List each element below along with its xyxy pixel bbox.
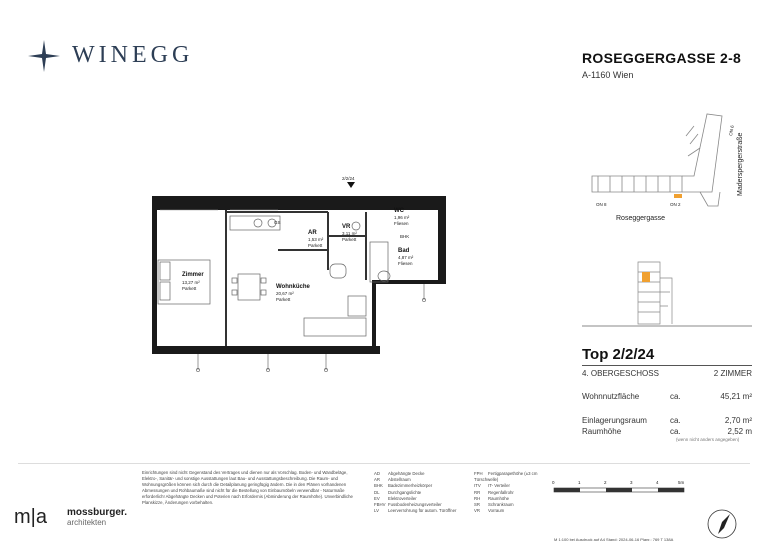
- room-floor: Fliesen: [394, 221, 409, 226]
- room-name: VR: [342, 224, 351, 230]
- room-name: Bad: [398, 248, 410, 254]
- north-arrow-icon: [704, 506, 740, 542]
- unit-title: Top 2/2/24: [582, 346, 655, 363]
- legend-item: AR Abstellraum: [374, 477, 411, 483]
- site-plan: [582, 96, 752, 236]
- room-floor: Fliesen: [398, 261, 413, 266]
- architect-sub: architekten: [67, 518, 107, 527]
- scale-tick: 2: [604, 480, 607, 485]
- room-area: 20,67 m²: [276, 291, 294, 296]
- unit-highlight-section: [642, 272, 650, 282]
- scale-bar: [550, 476, 690, 500]
- legend-item: LV Leerverrohrung für autom. Türöffner: [374, 508, 457, 514]
- spec-label: Einlagerungsraum: [582, 416, 647, 425]
- project-city: A-1160 Wien: [582, 70, 634, 80]
- room-area: 1,96 m²: [394, 215, 410, 220]
- project-address: ROSEGGERGASSE 2-8: [582, 50, 742, 66]
- side-street-label: Maderspergerstraße: [737, 132, 744, 196]
- legend-item: VR Vorraum: [474, 508, 505, 514]
- legend-item: EV Elektroverteiler: [374, 495, 417, 501]
- scale-tick: 1: [578, 480, 581, 485]
- room-name: Wohnküche: [276, 284, 310, 290]
- room-vr: [342, 224, 357, 242]
- footer-divider: [18, 463, 750, 464]
- scale-tick: 4: [656, 480, 659, 485]
- architect-mark: m|a: [14, 506, 47, 528]
- legend-right: [474, 471, 544, 514]
- spec-row: [582, 427, 752, 436]
- legend-item: SR Schrankraum: [474, 502, 514, 508]
- room-floor: Parkett: [342, 237, 357, 242]
- scale-meta: M 1:100 bei Ausdruck auf A4 Stand: 2024-06-16 Planr.: 769 T 138A: [554, 537, 674, 542]
- spec-prefix: ca.: [670, 416, 681, 425]
- legend-item: AD Abgehängte Decke: [374, 471, 425, 476]
- scale-tick: 5m: [678, 480, 685, 485]
- scale-tick: 0: [552, 480, 555, 485]
- room-area: 4,87 m²: [398, 255, 414, 260]
- legend-item: BHK Badezimmerheizkörper: [374, 483, 433, 489]
- disclaimer-text: Einrichtungen sind nicht Gegenstand des Vertrages und dienen nur als Vorschlag. Boden- und Wandbeläge, Elektro-, Sanitär- und sonstige Ausstattungen laut Bau- und Ausstattungsbeschreibung. Die Raum- und Wohnungsgrößen können sich durch die Detailplanung geringfügig ändern. Die in den Plänen vorhandenen Abmessungen und Rohbaumaße sind nicht für die Bestellung von Einbaumöbeln verwendbar - Naturmaße erforderlich! Abgehängte Decken und Poterien nach Erfordernis (Abminderung der Raumhöhe). Unverbindliche Planskizze, Änderungen vorbehalten.: [142, 470, 353, 505]
- spec-prefix: ca.: [670, 427, 681, 436]
- legend-item: RR Regenfallrohr: [474, 489, 514, 495]
- bhk-fixture-label: BHK: [400, 234, 410, 239]
- room-area: 1,53 m²: [308, 237, 324, 242]
- site-on-6: ON 6: [728, 124, 735, 137]
- spec-row: [582, 392, 752, 401]
- street-label: Roseggergasse: [616, 215, 666, 222]
- room-wohnkueche: [276, 284, 311, 302]
- unit-highlight-siteplan: [674, 194, 682, 198]
- unit-floor: 4. OBERGESCHOSS: [582, 369, 659, 378]
- spec-value: 45,21 m²: [720, 392, 752, 401]
- unit-marker: 2/2/24: [342, 176, 355, 181]
- scale-tick: 3: [630, 480, 633, 485]
- architect-name: mossburger.: [67, 507, 128, 518]
- site-on-8: ON 8: [596, 202, 607, 207]
- room-bad: [398, 248, 414, 266]
- spec-label: Raumhöhe: [582, 427, 622, 436]
- winegg-star-logo: [26, 38, 62, 74]
- room-ar: [308, 230, 324, 248]
- room-wc: [394, 208, 410, 226]
- spec-row: [582, 416, 752, 425]
- legend-item: RH Raumhöhe: [474, 495, 510, 501]
- spec-label: Wohnnutzfläche: [582, 392, 640, 401]
- room-area: 3,11 m²: [342, 231, 357, 236]
- room-name: AR: [308, 230, 317, 236]
- room-name: Zimmer: [182, 272, 204, 278]
- legend-left: [374, 471, 456, 514]
- height-note: (wenn nicht anders angegeben): [676, 437, 740, 442]
- room-floor: Parkett: [182, 286, 197, 291]
- gs-fixture-label: GS: [274, 220, 281, 225]
- legend-item: ITV IT- Verteiler: [474, 483, 510, 489]
- unit-rooms-count: 2 ZIMMER: [713, 369, 752, 378]
- site-on-2: ON 2: [670, 202, 681, 207]
- brand-name: WINEGG: [72, 42, 194, 68]
- entrance-arrow-icon: [347, 182, 355, 188]
- legend-item: FPH Fertigparapethöhe (±3 cm Türschwelle): [474, 471, 538, 483]
- unit-floor-row: [582, 369, 752, 378]
- building-section: [582, 248, 752, 332]
- spec-value: 2,70 m²: [724, 416, 752, 425]
- room-floor: Parkett: [308, 243, 323, 248]
- room-name: WC: [394, 208, 404, 214]
- divider: [582, 365, 752, 366]
- room-floor: Parkett: [276, 297, 291, 302]
- spec-value: 2,52 m: [727, 427, 752, 436]
- spec-prefix: ca.: [670, 392, 681, 401]
- floor-plan: [148, 170, 458, 380]
- legend-item: DL Durchgangslichte: [374, 489, 422, 495]
- legend-item: FBHV Fussbodenheizungsverteiler: [374, 502, 442, 508]
- room-area: 13,27 m²: [182, 280, 200, 285]
- room-zimmer: [182, 272, 204, 291]
